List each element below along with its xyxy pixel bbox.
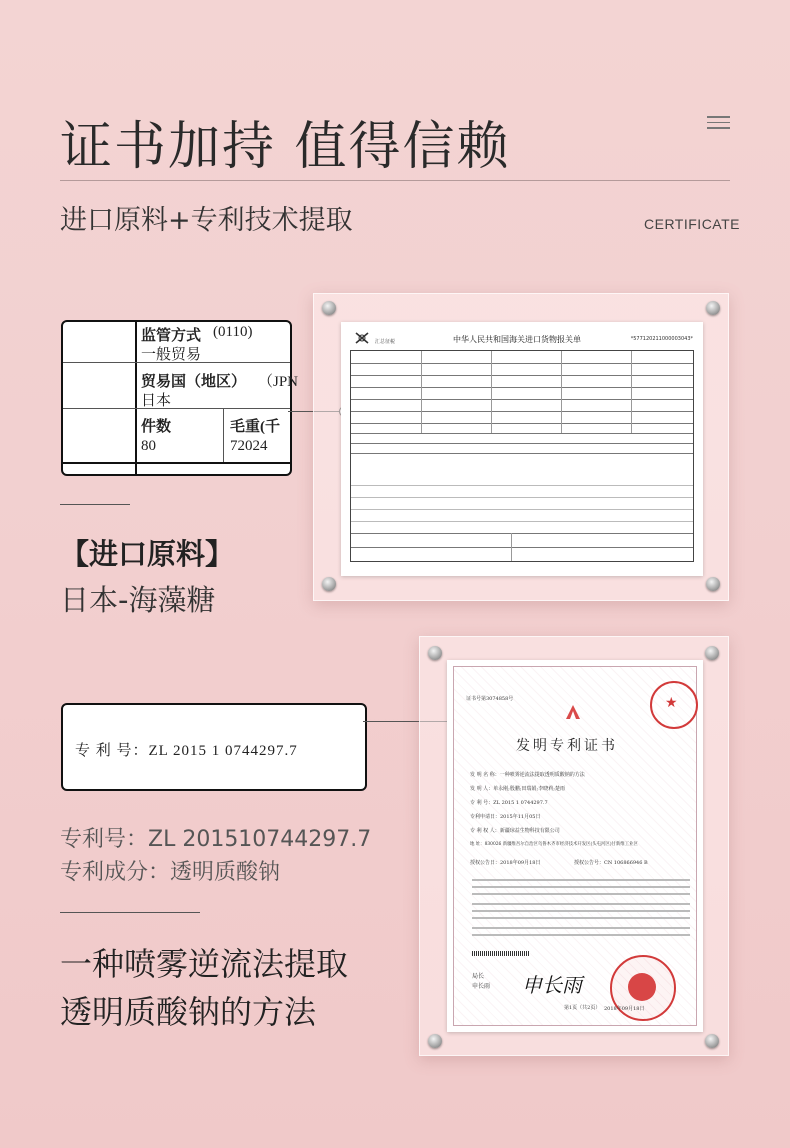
director-subtitle: 申长雨 <box>472 983 491 990</box>
weight-label: 毛重(千 <box>230 419 280 435</box>
supervision-code: (0110) <box>213 324 253 340</box>
patent-office-logo-icon <box>564 703 582 721</box>
pieces-label: 件数 <box>141 419 172 435</box>
header-divider <box>60 180 730 181</box>
patent-cert-title: 发明专利证书 <box>516 738 618 754</box>
red-seal-icon: ★ <box>650 681 698 729</box>
page-number: 第1页（共2页） <box>564 1005 601 1011</box>
patent-number-line: 专 利 号：ZL 2015 1 0744297.7 <box>470 800 548 806</box>
page-title: 证书加持 值得信赖 <box>60 117 511 177</box>
page-subtitle: 进口原料+专利技术提取 <box>60 205 353 236</box>
customs-emblem-icon <box>353 330 371 346</box>
customs-doc-serial: *577120211000003043* <box>630 336 693 342</box>
director-label: 局长 <box>472 973 485 980</box>
patent-number-text: 专利号：ZL 201510744297.7 <box>60 827 372 852</box>
bolt-icon <box>428 1034 442 1048</box>
grant-date: 授权公告日：2018年09月18日 <box>470 860 541 866</box>
menu-icon[interactable] <box>707 116 730 130</box>
customs-zoom-card <box>61 320 299 476</box>
bolt-icon <box>705 646 719 660</box>
announce-number: 授权公告号：CN 106866946 B <box>574 860 648 866</box>
patent-method-line1: 一种喷雾逆流法提取 <box>60 945 349 983</box>
pieces-value: 80 <box>141 438 156 454</box>
supervision-label: 监管方式 <box>141 328 202 344</box>
bolt-icon <box>706 577 720 591</box>
section1-title: 【进口原料】 <box>60 537 235 571</box>
invention-name: 发 明 名 称：一种喷雾逆流法提取透明质酸钠的方法 <box>470 772 585 778</box>
country-code: （JPN <box>258 374 299 390</box>
certificate-tag: CERTIFICATE <box>644 216 740 232</box>
supervision-value: 一般贸易 <box>141 347 202 363</box>
bolt-icon <box>322 577 336 591</box>
country-label: 贸易国（地区） <box>141 374 247 390</box>
section1-subtitle: 日本-海藻糖 <box>60 583 216 617</box>
barcode <box>472 951 530 956</box>
zoom-patent-number: 专 利 号：ZL 2015 1 0744297.7 <box>75 743 298 759</box>
patent-cert-number: 证书号第3074858号 <box>466 696 514 702</box>
inventors: 发 明 人：单永刚;殷鹏;田瑞娟;李晓莉;楚雨 <box>470 786 565 792</box>
patent-certificate-document <box>447 660 703 1032</box>
patent-method-line2: 透明质酸钠的方法 <box>60 993 317 1031</box>
filing-date: 专利申请日：2015年11月05日 <box>470 814 541 820</box>
bolt-icon <box>428 646 442 660</box>
patent-component-text: 专利成分：透明质酸钠 <box>60 860 281 885</box>
customs-doc-title: 中华人民共和国海关进口货物报关单 <box>453 335 581 344</box>
customs-declaration-document <box>341 322 703 576</box>
patentee: 专 利 权 人：新疆琼益生物科技有限公司 <box>470 828 560 834</box>
address: 地 址：830026 新疆维吾尔自治区乌鲁木齐市经济技术开发区(头屯河区)甘新维工业区 <box>470 842 638 847</box>
customs-doc-grid <box>350 350 694 562</box>
section1-divider <box>60 504 130 505</box>
weight-value: 72024 <box>230 438 268 454</box>
country-value: 日本 <box>141 393 172 409</box>
seal-date: 2018年09月18日 <box>604 1006 645 1012</box>
section2-divider <box>60 912 200 913</box>
bolt-icon <box>322 301 336 315</box>
bolt-icon <box>706 301 720 315</box>
patent-zoom-card <box>61 703 367 791</box>
customs-doc-label: 汇总征税 <box>375 339 396 345</box>
director-signature: 申长雨 <box>522 973 582 997</box>
bolt-icon <box>705 1034 719 1048</box>
